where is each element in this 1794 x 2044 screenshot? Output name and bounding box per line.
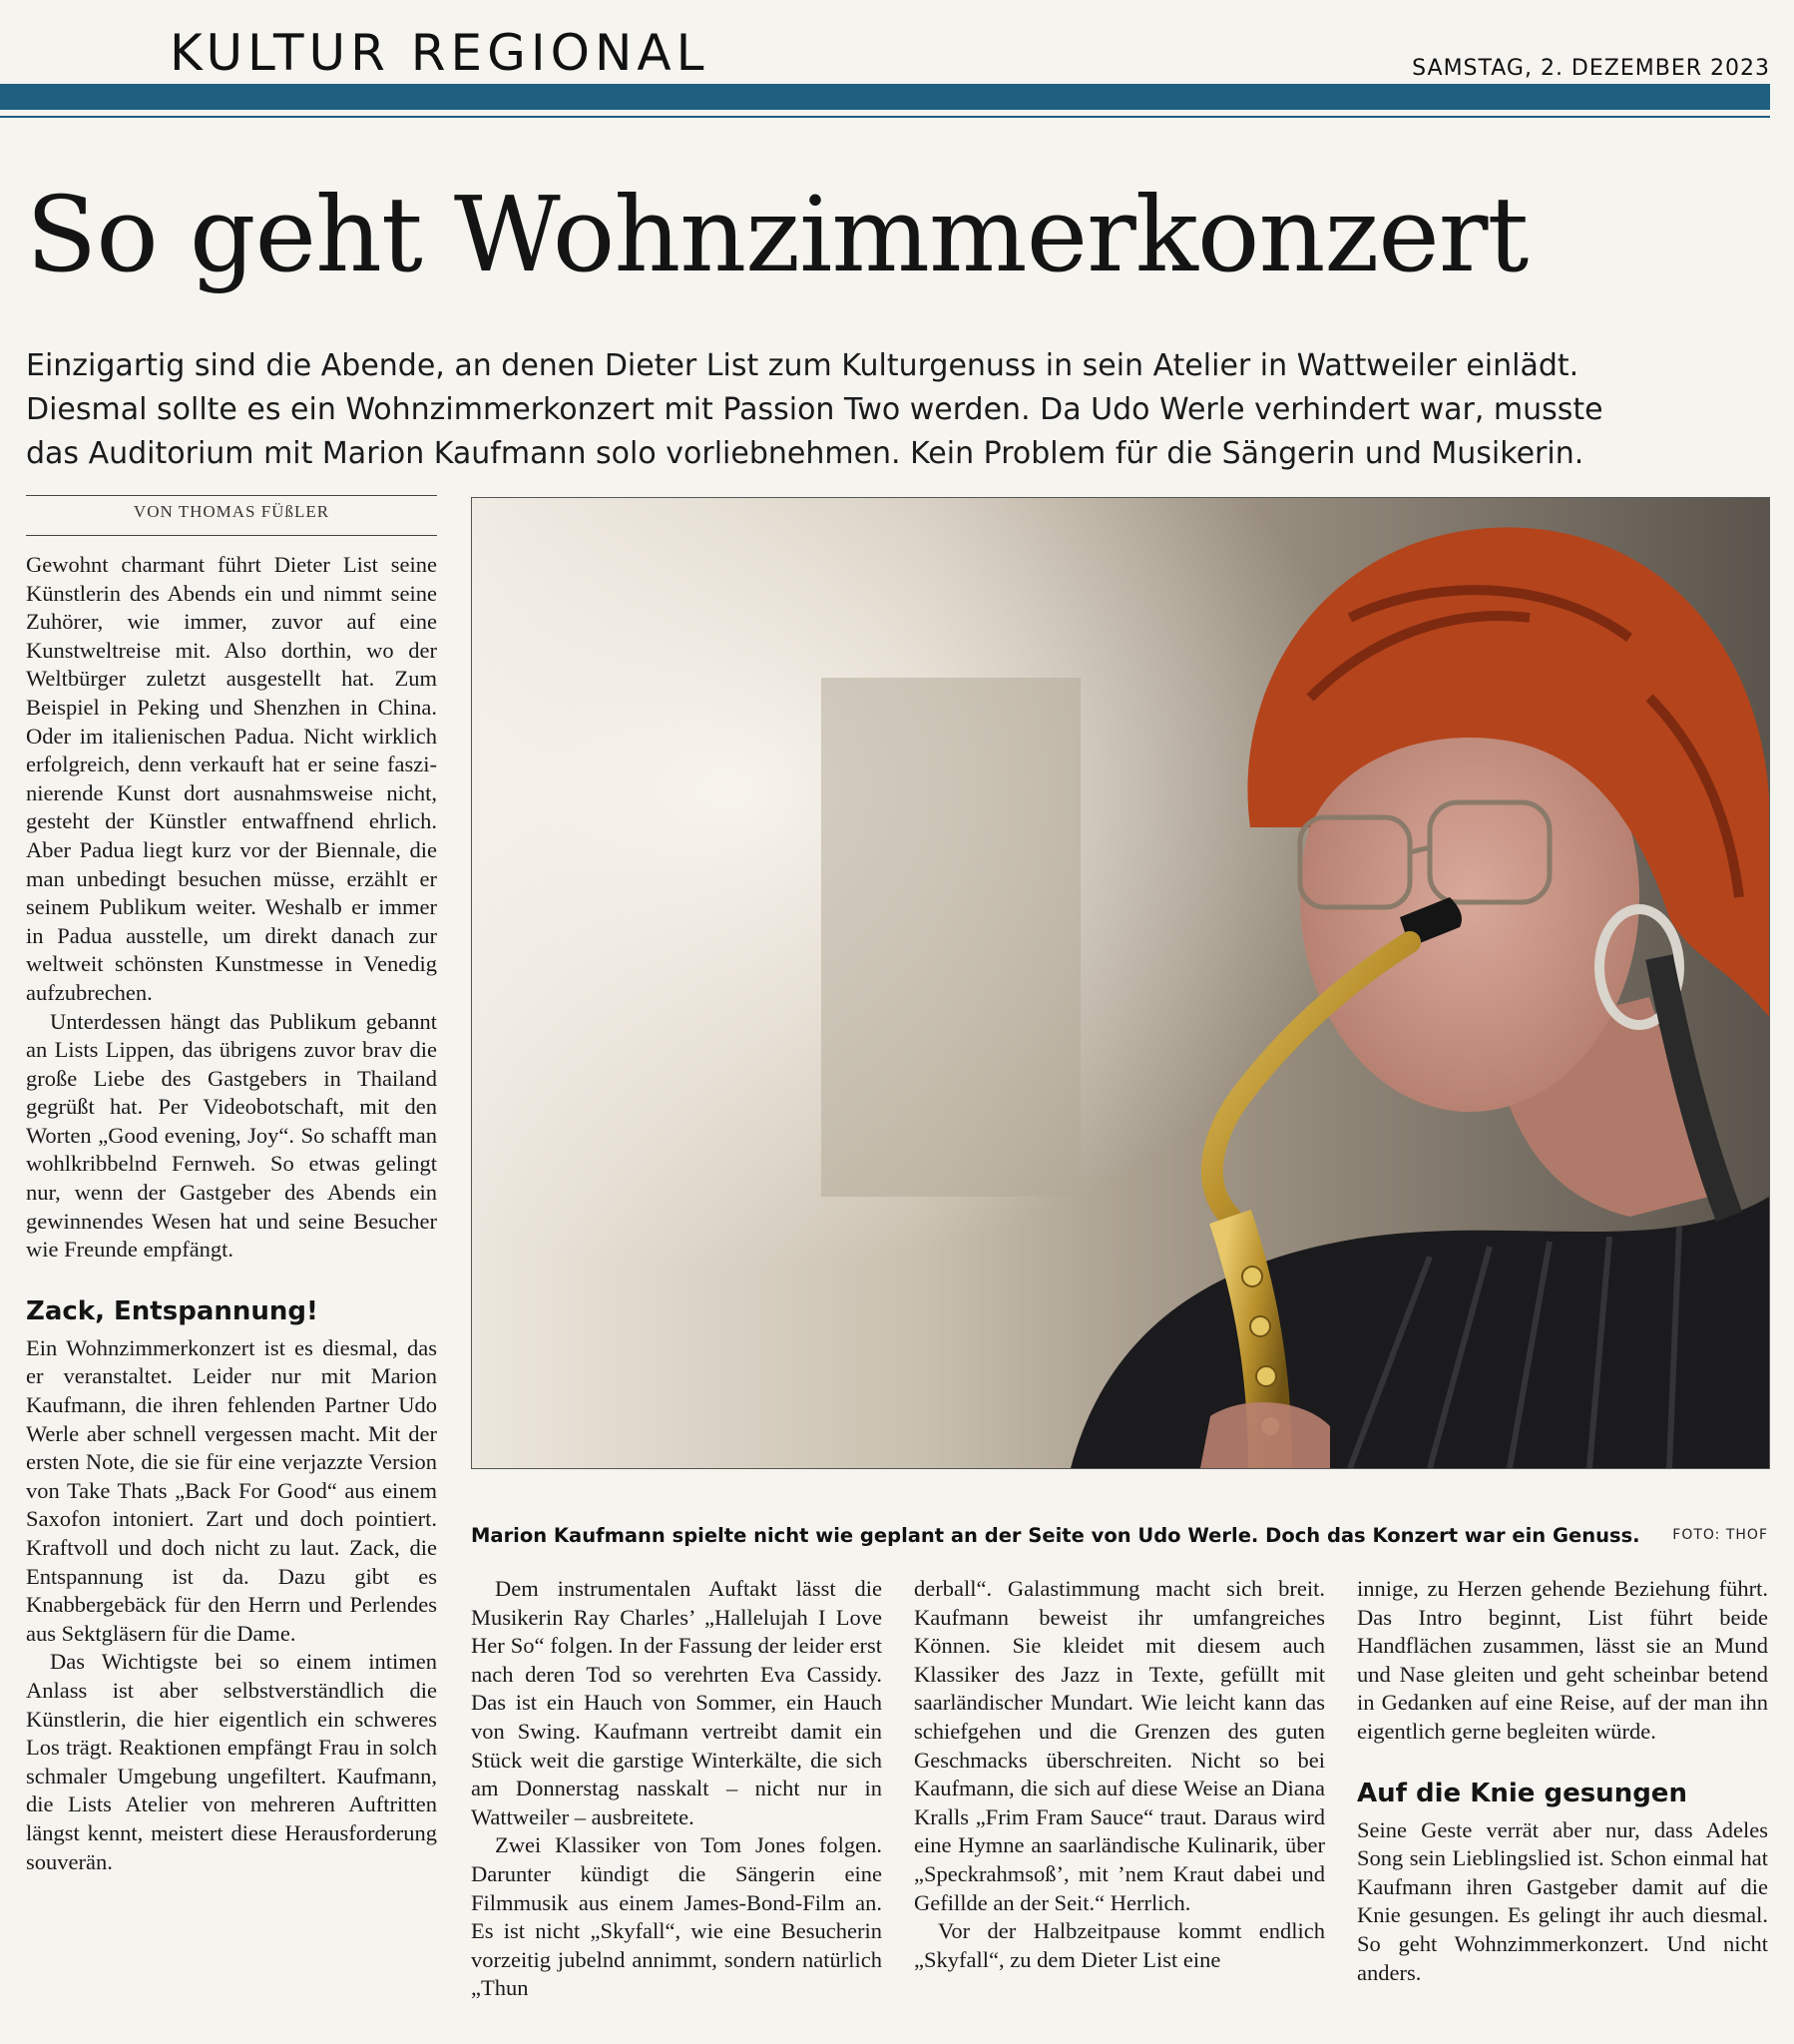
subhead: Auf die Knie gesungen — [1357, 1778, 1687, 1808]
paragraph: derball“. Galastimmung macht sich breit. Kaufmann beweist ihr umfangreiches Können. Sie kleidet mit diesem auch Klassiker des Jazz in Texte, gefüllt mit saarländischer Mundart. Wie leicht kann das schiefgehen und die Grenzen des guten Geschmacks überschreiten. Nicht so bei Kaufmann, die sich auf diese Weise an Diana Kralls „Frim Fram Sauce“ traut. Daraus wird eine Hymne an saarländische Kulinarik, über „Speckrahmsoß’, mit ’nem Kraut dabei und Gefillde an der Seit.“ Herrlich. — [914, 1576, 1325, 1915]
photo-credit: FOTO: THOF — [1672, 1527, 1768, 1543]
column-4 — [1357, 1575, 1768, 1987]
paragraph: innige, zu Herzen gehende Beziehung führt. Das Intro beginnt, List führt beide Handflächen zusammen, lässt sie an Mund und Nase gleiten und geht scheinbar betend in Gedanken auf eine Reise, auf der man ihn eigentlich gerne begleiten würde. — [1357, 1576, 1768, 1744]
byline: VON THOMAS FÜßLER — [133, 502, 330, 521]
paragraph: Dem instrumentalen Auftakt lässt die Musikerin Ray Charles’ „Hallelujah I Love Her So“ folgen. In der Fassung der leider erst nach deren Tod so verehrten Eva Cassidy. Das ist ein Hauch von Sommer, ein Hauch von Swing. Kaufmann vertreibt damit ein Stück weit die garstige Winterkälte, die sich am Donnerstag nasskalt – nicht nur in Wattweiler – ausbreitete. — [471, 1576, 882, 1829]
byline-rule-bottom — [26, 535, 437, 536]
paragraph: Gewohnt charmant führt Dieter List seine Künstlerin des Abends ein und nimmt seine Zuhörer, wie immer, zuvor auf eine Kunstweltreise mit. Also dorthin, wo der Weltbürger zuletzt ausgestellt hat. Zum Beispiel in Peking und Shenzhen in China. Oder im italienischen Padua. Nicht wirklich erfolgreich, denn verkauft hat er seine faszinierende Kunst dort ausnahmsweise nicht, gesteht der Künstler entwaffnend ehrlich. Aber Padua liegt kurz vor der Biennale, die man unbedingt besuchen müsse, erzählt er seinem Publikum weiter. Weshalb er immer in Padua ausstelle, um direkt danach zur weltweit schönsten Kunstmesse in Venedig aufzubrechen. — [26, 552, 437, 1005]
paragraph: Zwei Klassiker von Tom Jones folgen. Darunter kündigt die Sängerin eine Filmmusik aus einem James-Bond-Film an. Es ist nicht „Skyfall“, wie eine Besucherin vorzeitig jubelnd annimmt, sondern natürlich „Thun — [471, 1832, 882, 2001]
photo-caption: Marion Kaufmann spielte nicht wie geplant an der Seite von Udo Werle. Doch das Konzert war ein Genuss. — [471, 1524, 1640, 1547]
saxophonist-photo — [472, 498, 1769, 1468]
header-accent-bar — [0, 84, 1770, 110]
lead-line: das Auditorium mit Marion Kaufmann solo vorliebnehmen. Kein Problem für die Sängerin und Musikerin. — [26, 436, 1584, 471]
column-1 — [26, 551, 437, 1876]
photo-background-panel — [821, 678, 1081, 1197]
subhead: Zack, Entspannung! — [26, 1295, 318, 1326]
column-3 — [914, 1575, 1325, 1974]
byline-rule-top — [26, 495, 437, 496]
lead-line: Diesmal sollte es ein Wohnzimmerkonzert mit Passion Two werden. Da Udo Werle verhindert war, musste — [26, 392, 1603, 427]
ressort-title: KULTUR REGIONAL — [170, 24, 709, 82]
lead-paragraph — [26, 344, 1762, 476]
paragraph: Ein Wohnzimmerkonzert ist es diesmal, das er veranstaltet. Leider nur mit Marion Kaufmann, die ihren fehlenden Partner Udo Werle aber schnell vergessen macht. Mit der ersten Note, die sie für eine verjazzte Version von Take Thats „Back For Good“ aus einem Saxofon intoniert. Zart und doch pointiert. Kraftvoll und doch nicht zu laut. Zack, die Entspannung ist da. Dazu gibt es Knabbergebäck für den Herrn und Perlendes aus Sektgläsern für die Dame. — [26, 1334, 437, 1646]
lead-line: Einzigartig sind die Abende, an denen Dieter List zum Kulturgenuss in sein Atelier in Wattweiler einlädt. — [26, 348, 1579, 383]
article-photo — [471, 497, 1770, 1469]
paragraph: Seine Geste verrät aber nur, dass Adeles Song sein Lieblingslied ist. Schon einmal hat Kaufmann ihren Gastgeber damit auf die Knie gesungen. Es gelingt ihr auch diesmal. So geht Wohnzimmerkonzert. Und nicht anders. — [1357, 1816, 1768, 1985]
paragraph: Vor der Halbzeitpause kommt endlich „Skyfall“, zu dem Dieter List eine — [914, 1918, 1325, 1972]
column-2 — [471, 1575, 882, 2003]
paragraph: Das Wichtigste bei so einem intimen Anlass ist aber selbstverständlich die Künstlerin, die hier eigentlich ein schweres Los trägt. Reaktionen empfängt Frau in solch schmaler Umgebung ungefiltert. Kaufmann, die Lists Atelier von mehreren Auftritten längst kennt, meistert diese Herausforderung souverän. — [26, 1649, 437, 1874]
headline: So geht Wohnzimmerkonzert — [26, 174, 1529, 295]
paragraph: Unterdessen hängt das Publikum gebannt an Lists Lippen, das übrigens zuvor brav die große Liebe des Gastgebers in Thailand gegrüßt hat. Per Videobotschaft, mit den Worten „Good evening, Joy“. So schafft man wohlkribbelnd Fernweh. So etwas gelingt nur, wenn der Gastgeber des Abends ein gewinnendes Wesen hat und seine Besucher wie Freunde empfängt. — [26, 1008, 437, 1263]
header-accent-line — [0, 116, 1770, 118]
issue-date: SAMSTAG, 2. DEZEMBER 2023 — [1412, 56, 1770, 81]
